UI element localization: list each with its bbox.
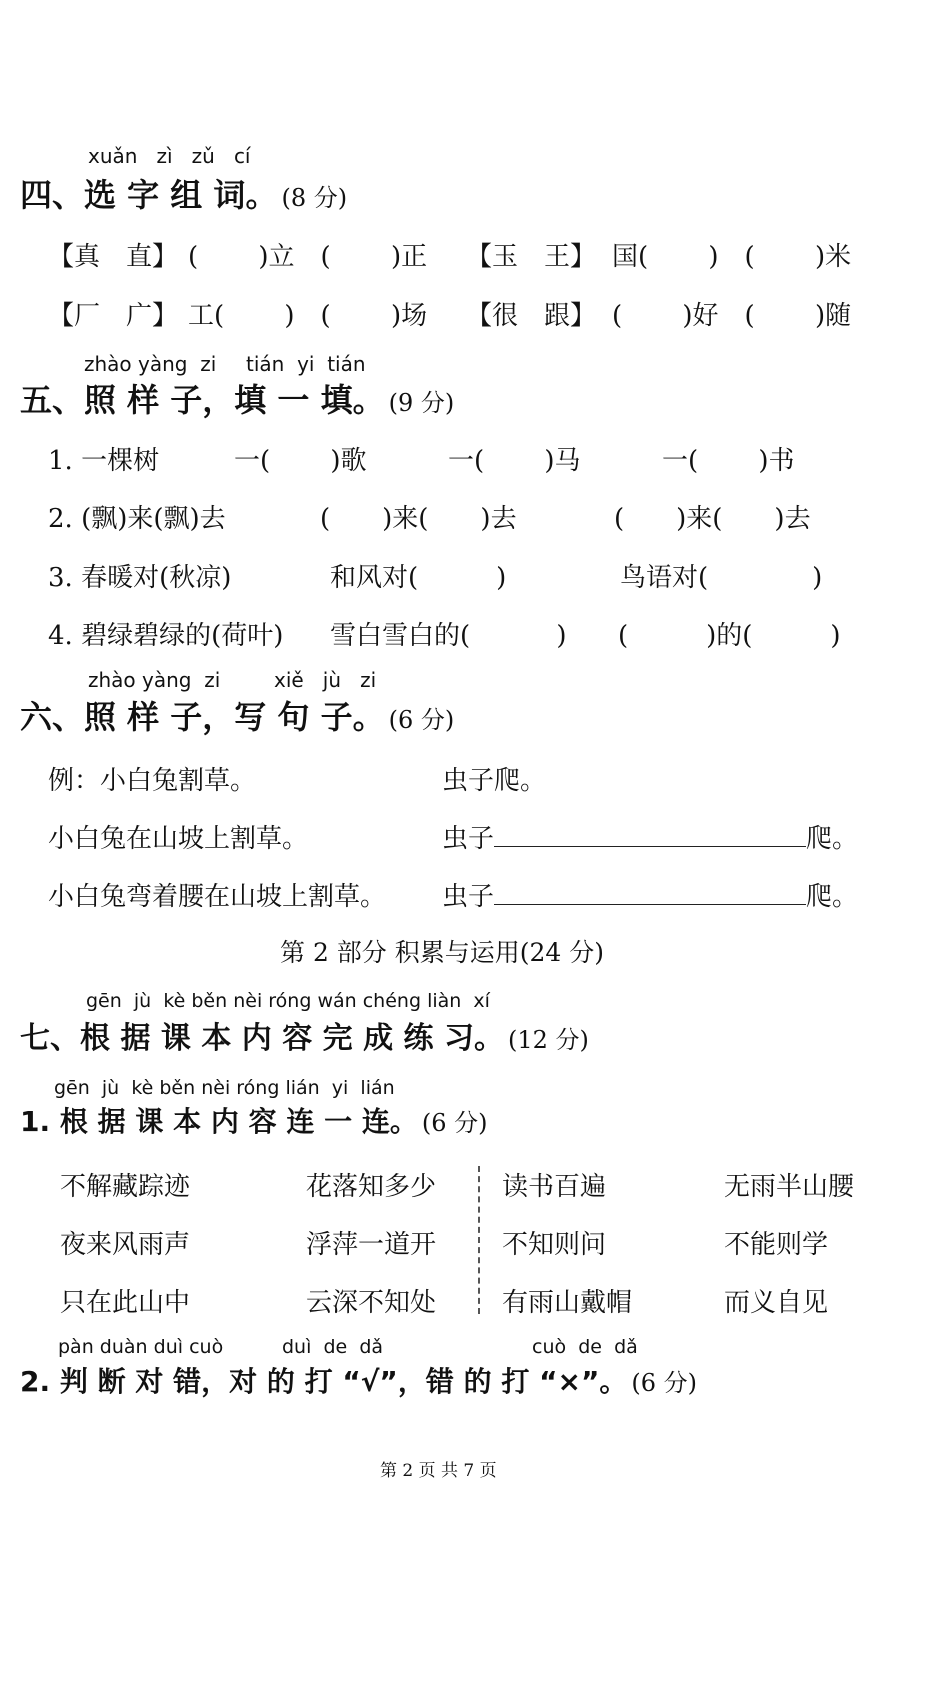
pinyin: gēn [86,990,122,1012]
q2-heading [20,1360,697,1400]
sec4-r2a-label: 【厂 广】 [48,301,179,331]
match-left-item[interactable]: 读书百遍 [502,1172,607,1202]
pinyin: yi [297,352,315,376]
sec6-example-left: 例：小白兔割草。 [48,766,257,796]
pinyin: de [323,1336,348,1358]
score: (8 分) [281,184,348,212]
period: 。 [352,381,385,419]
sec7-pinyin [86,990,490,1012]
sec6-line2-answer [442,818,858,855]
sec5-heading [20,375,454,421]
sec5-row3-item: 和风对( ) [330,563,507,593]
pinyin: cuò [532,1336,567,1358]
sec5-row1-item: 一( )书 [662,446,795,476]
pinyin: jù [101,1077,120,1099]
part2-title: 第 2 部分 积累与运用(24 分) [280,938,605,967]
pinyin: lián [285,1077,320,1099]
pinyin: róng [236,1077,280,1099]
sec5-pinyin-a [84,352,216,376]
period: 。 [599,1365,628,1398]
sec6-pinyin-a [88,668,220,692]
pinyin: běn [159,1077,196,1099]
pinyin: xiě [274,668,304,692]
subject-text: 虫子 [442,824,495,854]
match-right-item[interactable]: 不能则学 [724,1230,829,1260]
pinyin: zi [204,668,221,692]
score: (6 分) [421,1109,488,1137]
match-right-item[interactable]: 而义自见 [724,1288,829,1318]
q1-pinyin [54,1077,395,1099]
sec5-row4-item: ( )的( ) [618,621,841,651]
verb-text: 爬。 [806,824,859,854]
section-title: 六、照 样 子，写 句 子 [20,698,353,736]
sec5-row4-item: 雪白雪白的( ) [330,621,567,651]
pinyin: zhào [84,352,132,376]
sec5-pinyin-b [246,352,366,376]
sec6-line2-left: 小白兔在山坡上割草。 [48,824,309,854]
sec6-heading [20,692,454,738]
pinyin: zhào [88,668,136,692]
answer-blank[interactable] [494,822,806,847]
pinyin: zǔ [191,144,215,168]
sec6-line3-left: 小白兔弯着腰在山坡上割草。 [48,882,387,912]
q2-pinyin-b [282,1336,383,1358]
q2-pinyin-a [58,1336,223,1358]
sec4-r2b-items: ( )好 ( )随 [612,301,852,331]
pinyin: nèi [201,1077,231,1099]
pinyin: liàn [427,990,462,1012]
subject-text: 虫子 [442,882,495,912]
pinyin: zi [200,352,217,376]
sec5-row3-example: 3. 春暖对(秋凉) [48,563,232,593]
pinyin: duì [153,1336,184,1358]
sec5-row3-item: 鸟语对( ) [620,563,823,593]
pinyin: chéng [362,990,422,1012]
pinyin: lián [360,1077,395,1099]
sec6-example-right: 虫子爬。 [442,766,547,796]
page-number: 第 2 页 共 7 页 [380,1461,497,1481]
match-left-item[interactable]: 有雨山戴帽 [502,1288,633,1318]
pinyin: xí [473,990,490,1012]
pinyin: dǎ [614,1336,638,1358]
period: 。 [389,1105,418,1138]
sec4-r2b-label: 【很 跟】 [466,301,597,331]
pinyin: wán [317,990,357,1012]
sec4-r1a-items: ( )立 ( )正 [188,242,428,272]
pinyin: de [578,1336,602,1358]
pinyin: yàng [142,668,192,692]
sec4-r1a-label: 【真 直】 [48,242,179,272]
pinyin: gēn [54,1077,90,1099]
sec5-row2-example: 2. (飘)来(飘)去 [48,504,226,534]
sec5-row4-example: 4. 碧绿碧绿的(荷叶) [48,621,284,651]
period: 。 [352,698,385,736]
pinyin: duì [282,1336,312,1358]
pinyin: zì [156,144,173,168]
pinyin: róng [268,990,312,1012]
score: (9 分) [388,389,455,417]
match-right-item[interactable]: 浮萍一道开 [306,1230,437,1260]
period: 。 [245,176,278,214]
match-left-item[interactable]: 夜来风雨声 [60,1230,191,1260]
section-title: 七、根 据 课 本 内 容 完 成 练 习 [20,1021,474,1056]
pinyin: kè [163,990,186,1012]
match-right-item[interactable]: 云深不知处 [306,1288,437,1318]
pinyin: běn [191,990,228,1012]
verb-text: 爬。 [806,882,859,912]
match-left-item[interactable]: 只在此山中 [60,1288,191,1318]
sec5-row1-example: 1. 一棵树 [48,446,160,476]
pinyin: xuǎn [88,144,138,168]
q2-pinyin-c [532,1336,638,1358]
q1-heading [20,1100,488,1140]
pinyin: nèi [233,990,263,1012]
score: (12 分) [508,1026,589,1054]
match-right-item[interactable]: 花落知多少 [306,1172,437,1202]
pinyin: tián [327,352,366,376]
match-left-item[interactable]: 不知则问 [502,1230,607,1260]
sec5-row1-item: 一( )歌 [234,446,367,476]
sec5-row1-item: 一( )马 [448,446,581,476]
question-title: 1. 根 据 课 本 内 容 连 一 连 [20,1105,390,1138]
sec6-pinyin-b [274,668,376,692]
pinyin: duàn [99,1336,148,1358]
section-title: 五、照 样 子，填 一 填 [20,381,353,419]
sec5-row2-item: ( )来( )去 [614,504,811,534]
sec7-heading [20,1013,589,1057]
pinyin: dǎ [359,1336,384,1358]
sec4-r1b-label: 【玉 王】 [466,242,597,272]
score: (6 分) [388,706,455,734]
pinyin: zi [360,668,377,692]
sec4-heading [20,170,347,216]
pinyin: yi [331,1077,349,1099]
pinyin: kè [131,1077,154,1099]
answer-blank[interactable] [494,880,806,905]
score: (6 分) [631,1369,697,1397]
match-right-item[interactable]: 无雨半山腰 [724,1172,855,1202]
section-title: 四、选 字 组 词 [20,176,246,214]
pinyin: tián [246,352,285,376]
pinyin: yàng [138,352,188,376]
sec4-r1b-items: 国( ) ( )米 [612,242,852,272]
column-divider [478,1166,480,1314]
pinyin: jù [322,668,342,692]
period: 。 [474,1021,504,1056]
pinyin: jù [133,990,152,1012]
pinyin: pàn [58,1336,94,1358]
question-title: 2. 判 断 对 错，对 的 打 “√”，错 的 打 “×” [20,1365,600,1398]
pinyin: cí [233,144,251,168]
sec4-pinyin [88,144,251,168]
pinyin: cuò [189,1336,224,1358]
sec5-row2-item: ( )来( )去 [320,504,517,534]
sec4-r2a-items: 工( ) ( )场 [188,301,428,331]
sec6-line3-answer [442,876,858,913]
match-left-item[interactable]: 不解藏踪迹 [60,1172,191,1202]
